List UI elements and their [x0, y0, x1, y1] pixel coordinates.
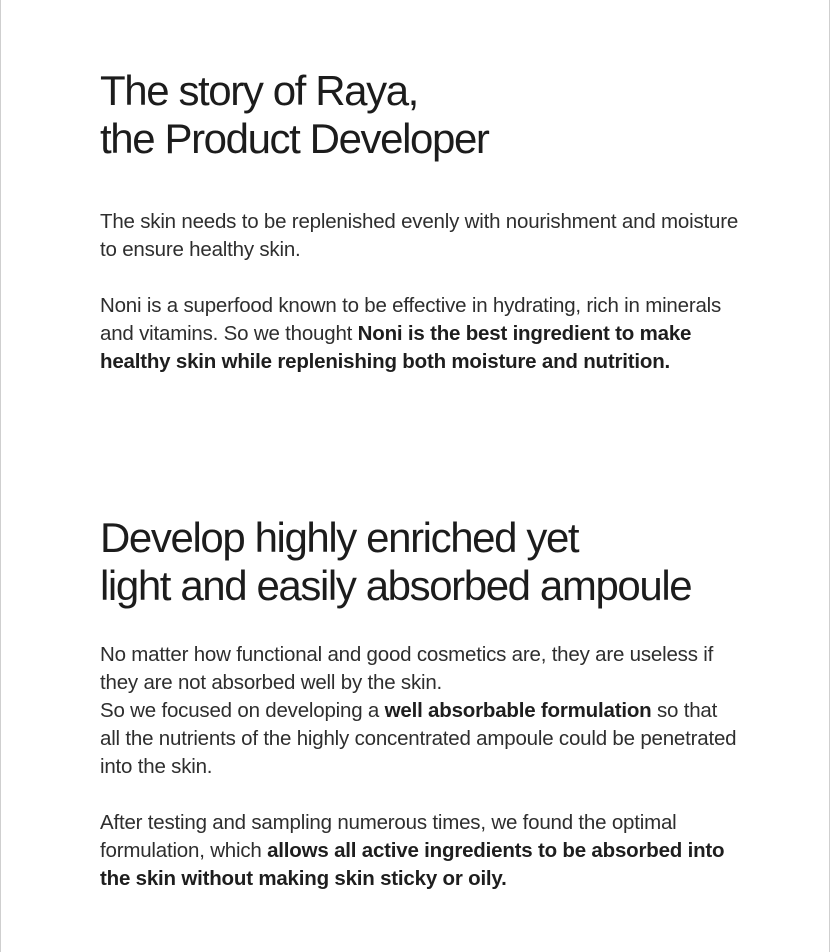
section-title-story	[100, 67, 489, 163]
paragraph-text: so that all the nutrients of the highly concentrated ampoule could be penetrated into the skin.	[100, 699, 737, 778]
paragraph-text: So we focused on developing a	[100, 699, 385, 722]
paragraph-absorption	[100, 641, 740, 781]
paragraph-highlight: well absorbable formulation	[384, 699, 652, 722]
title-line: light and easily absorbed ampoule	[100, 562, 692, 609]
paragraph-text: After testing and sampling numerous times, we found the optimal formulation, which	[100, 811, 677, 862]
title-line: The story of Raya,	[100, 67, 418, 114]
section-title-ampoule	[100, 514, 691, 610]
paragraph-text: Noni is a superfood known to be effective in hydrating, rich in minerals and vitamins. So we thought	[100, 294, 722, 345]
paragraph-text: No matter how functional and good cosmetics are, they are useless if they are not absorbed well by the skin.	[100, 643, 714, 694]
paragraph-highlight: Noni is the best ingredient to make healthy skin while replenishing both moisture and nutrition.	[100, 322, 692, 373]
title-line: Develop highly enriched yet	[100, 514, 579, 561]
paragraph-highlight: allows all active ingredients to be absorbed into the skin without making skin sticky or oily.	[100, 839, 725, 890]
title-line: the Product Developer	[100, 115, 489, 162]
paragraph-skin-needs: The skin needs to be replenished evenly with nourishment and moisture to ensure healthy skin.	[100, 210, 739, 261]
paragraph-formulation	[100, 809, 740, 893]
paragraph-noni	[100, 292, 740, 376]
